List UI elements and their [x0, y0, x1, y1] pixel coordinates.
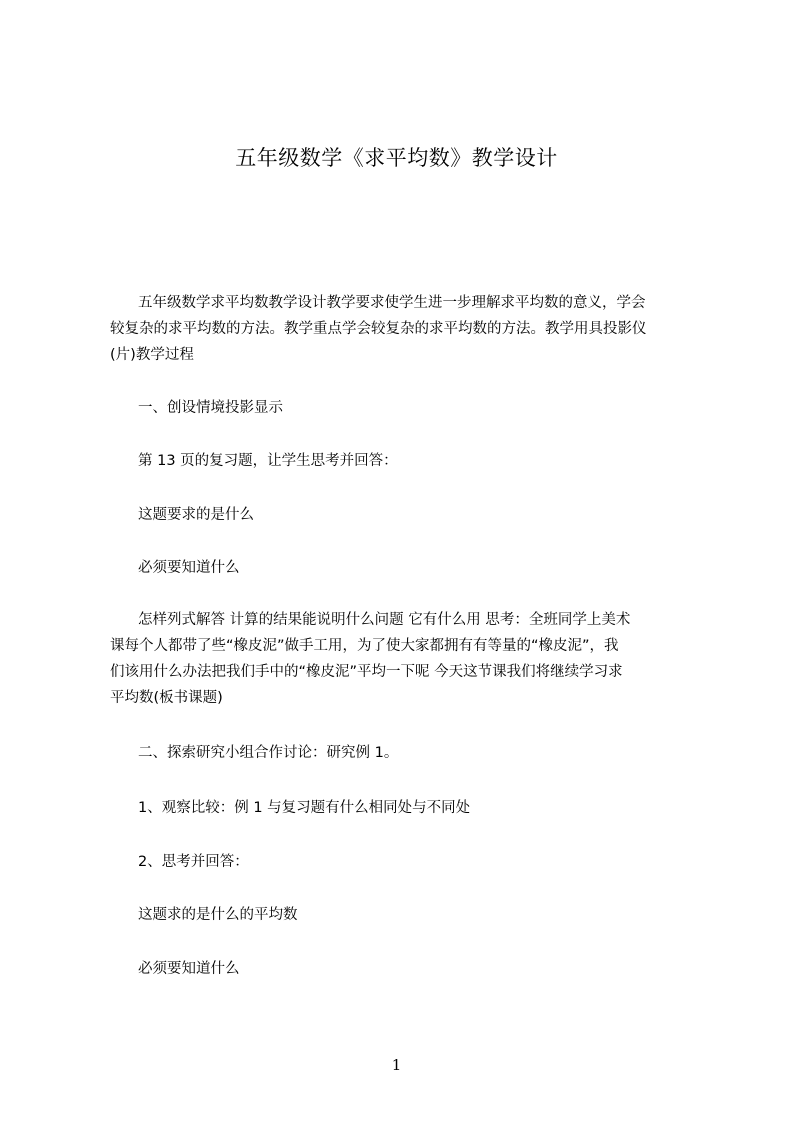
intro-line: 较复杂的求平均数的方法。教学重点学会较复杂的求平均数的方法。教学用具投影仪 — [110, 321, 647, 337]
paragraph-question-1: 这题要求的是什么 — [138, 507, 254, 523]
intro-line: 五年级数学求平均数教学设计教学要求使学生进一步理解求平均数的意义，学会 — [138, 295, 646, 311]
paragraph-step-1: 1、观察比较：例 1 与复习题有什么相同处与不同处 — [138, 800, 471, 816]
intro-line: (片)教学过程 — [110, 347, 194, 363]
discussion-line: 平均数(板书课题) — [110, 690, 223, 706]
discussion-paragraph-continued — [110, 633, 623, 711]
section-heading-2: 二、探索研究小组合作讨论：研究例 1。 — [138, 745, 399, 761]
document-title: 五年级数学《求平均数》教学设计 — [235, 146, 558, 170]
paragraph-question-4: 必须要知道什么 — [138, 961, 240, 977]
section-heading-1: 一、创设情境投影显示 — [138, 400, 283, 416]
discussion-line: 课每个人都带了些“橡皮泥”做手工用，为了使大家都拥有有等量的“橡皮泥”，我 — [110, 638, 619, 654]
discussion-paragraph — [138, 607, 630, 633]
discussion-line: 怎样列式解答 计算的结果能说明什么问题 它有什么用 思考：全班同学上美术 — [138, 612, 631, 628]
paragraph-question-2: 必须要知道什么 — [138, 560, 240, 576]
page-number: 1 — [391, 1056, 402, 1074]
paragraph-review: 第 13 页的复习题，让学生思考并回答： — [138, 453, 398, 469]
intro-paragraph-continued — [110, 316, 647, 368]
discussion-line: 们该用什么办法把我们手中的“橡皮泥”平均一下呢 今天这节课我们将继续学习求 — [110, 664, 623, 680]
paragraph-question-3: 这题求的是什么的平均数 — [138, 907, 298, 923]
paragraph-step-2: 2、思考并回答： — [138, 854, 249, 870]
intro-paragraph — [138, 290, 646, 316]
